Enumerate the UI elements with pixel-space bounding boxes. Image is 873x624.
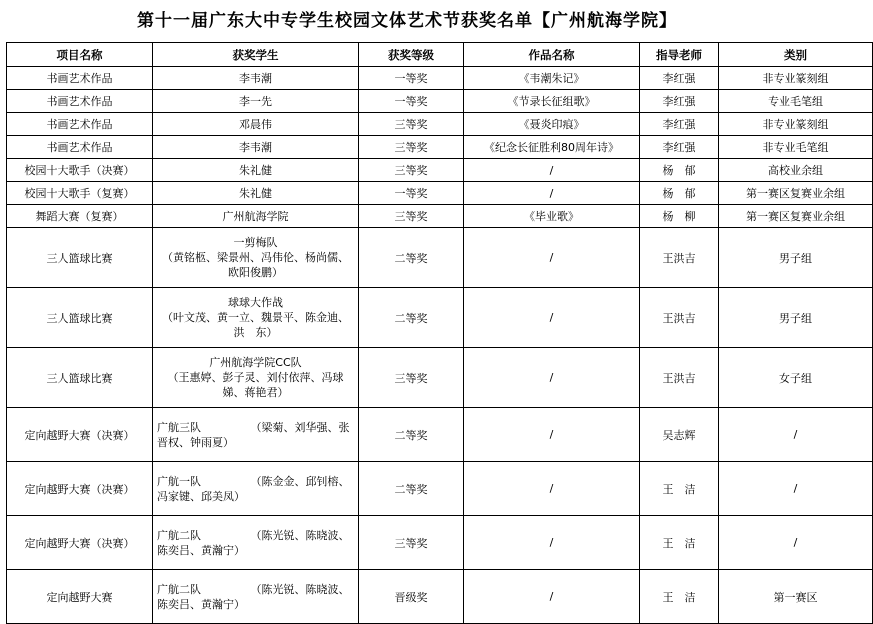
table-row	[7, 288, 873, 348]
cell-category: /	[719, 516, 873, 570]
cell-project: 校园十大歌手（决赛）	[7, 159, 153, 182]
cell-level: 三等奖	[359, 136, 464, 159]
cell-work: /	[464, 288, 640, 348]
table-row	[7, 90, 873, 113]
cell-category: 男子组	[719, 228, 873, 288]
cell-project: 三人篮球比赛	[7, 288, 153, 348]
cell-category: 非专业毛笔组	[719, 136, 873, 159]
table-row	[7, 348, 873, 408]
cell-project: 书画艺术作品	[7, 90, 153, 113]
table-row	[7, 462, 873, 516]
cell-category: 专业毛笔组	[719, 90, 873, 113]
cell-category: 第一赛区	[719, 570, 873, 624]
cell-teacher: 王洪吉	[640, 348, 719, 408]
table-row	[7, 570, 873, 624]
table-row	[7, 113, 873, 136]
cell-teacher: 李红强	[640, 67, 719, 90]
cell-work: /	[464, 348, 640, 408]
cell-teacher: 杨 柳	[640, 205, 719, 228]
cell-category: 第一赛区复赛业余组	[719, 205, 873, 228]
cell-student: 广航一队 （陈金金、邱钊榕、冯家键、邱美凤）	[153, 462, 359, 516]
cell-teacher: 李红强	[640, 113, 719, 136]
cell-teacher: 李红强	[640, 90, 719, 113]
cell-level: 一等奖	[359, 67, 464, 90]
table-row	[7, 67, 873, 90]
table-row	[7, 159, 873, 182]
header-teacher: 指导老师	[640, 43, 719, 67]
table-row	[7, 408, 873, 462]
cell-category: 男子组	[719, 288, 873, 348]
header-student: 获奖学生	[153, 43, 359, 67]
cell-level: 三等奖	[359, 348, 464, 408]
table-row	[7, 228, 873, 288]
cell-project: 校园十大歌手（复赛）	[7, 182, 153, 205]
cell-level: 三等奖	[359, 159, 464, 182]
cell-category: /	[719, 408, 873, 462]
cell-category: 女子组	[719, 348, 873, 408]
cell-level: 二等奖	[359, 462, 464, 516]
cell-work: /	[464, 182, 640, 205]
cell-teacher: 王洪吉	[640, 288, 719, 348]
award-table	[6, 42, 873, 624]
cell-student: 朱礼健	[153, 182, 359, 205]
cell-project: 书画艺术作品	[7, 113, 153, 136]
cell-project: 舞蹈大赛（复赛）	[7, 205, 153, 228]
cell-teacher: 王 洁	[640, 516, 719, 570]
cell-category: 第一赛区复赛业余组	[719, 182, 873, 205]
cell-category: 非专业篆刻组	[719, 67, 873, 90]
cell-student: 广航二队 （陈光锐、陈晓波、陈奕吕、黄瀚宁）	[153, 570, 359, 624]
cell-teacher: 王洪吉	[640, 228, 719, 288]
cell-work: 《毕业歌》	[464, 205, 640, 228]
cell-category: /	[719, 462, 873, 516]
cell-student: 广航三队 （梁菊、刘华强、张晋权、钟雨夏）	[153, 408, 359, 462]
cell-student: 朱礼健	[153, 159, 359, 182]
cell-student: 李一先	[153, 90, 359, 113]
cell-teacher: 吴志辉	[640, 408, 719, 462]
cell-teacher: 王 洁	[640, 570, 719, 624]
cell-project: 三人篮球比赛	[7, 228, 153, 288]
cell-student: 广州航海学院CC队 （王惠婷、彭子灵、刘付依萍、冯球娣、蒋艳君）	[153, 348, 359, 408]
table-row	[7, 136, 873, 159]
cell-level: 二等奖	[359, 228, 464, 288]
cell-teacher: 杨 郁	[640, 159, 719, 182]
cell-work: /	[464, 228, 640, 288]
cell-student: 广州航海学院	[153, 205, 359, 228]
cell-level: 三等奖	[359, 516, 464, 570]
cell-teacher: 杨 郁	[640, 182, 719, 205]
cell-work: /	[464, 570, 640, 624]
cell-level: 晋级奖	[359, 570, 464, 624]
cell-student: 李韦潮	[153, 136, 359, 159]
cell-work: 《纪念长征胜利80周年诗》	[464, 136, 640, 159]
cell-work: /	[464, 516, 640, 570]
table-row	[7, 516, 873, 570]
cell-student: 李韦潮	[153, 67, 359, 90]
cell-project: 定向越野大赛（决赛）	[7, 516, 153, 570]
cell-student: 邓晨伟	[153, 113, 359, 136]
cell-category: 非专业篆刻组	[719, 113, 873, 136]
cell-work: 《聂炎印痕》	[464, 113, 640, 136]
header-level: 获奖等级	[359, 43, 464, 67]
cell-teacher: 李红强	[640, 136, 719, 159]
cell-level: 一等奖	[359, 182, 464, 205]
cell-project: 定向越野大赛（决赛）	[7, 462, 153, 516]
header-category: 类别	[719, 43, 873, 67]
table-row	[7, 205, 873, 228]
cell-student: 一剪梅队 （黄铭柩、梁景州、冯伟伦、杨尚儒、欧阳俊鹏）	[153, 228, 359, 288]
cell-work: 《节录长征组歌》	[464, 90, 640, 113]
table-row	[7, 182, 873, 205]
cell-level: 一等奖	[359, 90, 464, 113]
cell-level: 二等奖	[359, 408, 464, 462]
cell-project: 书画艺术作品	[7, 136, 153, 159]
cell-level: 三等奖	[359, 113, 464, 136]
cell-work: /	[464, 408, 640, 462]
cell-work: /	[464, 159, 640, 182]
cell-project: 定向越野大赛（决赛）	[7, 408, 153, 462]
cell-project: 书画艺术作品	[7, 67, 153, 90]
cell-student: 广航二队 （陈光锐、陈晓波、陈奕吕、黄瀚宁）	[153, 516, 359, 570]
cell-work: /	[464, 462, 640, 516]
cell-project: 三人篮球比赛	[7, 348, 153, 408]
cell-teacher: 王 洁	[640, 462, 719, 516]
cell-project: 定向越野大赛	[7, 570, 153, 624]
cell-student: 球球大作战 （叶文茂、黄一立、魏景平、陈金迪、洪 东）	[153, 288, 359, 348]
cell-level: 二等奖	[359, 288, 464, 348]
header-row	[7, 43, 873, 67]
cell-work: 《韦潮朱记》	[464, 67, 640, 90]
header-project: 项目名称	[7, 43, 153, 67]
header-work: 作品名称	[464, 43, 640, 67]
cell-category: 高校业余组	[719, 159, 873, 182]
cell-level: 三等奖	[359, 205, 464, 228]
page-title: 第十一届广东大中专学生校园文体艺术节获奖名单【广州航海学院】	[137, 11, 677, 31]
